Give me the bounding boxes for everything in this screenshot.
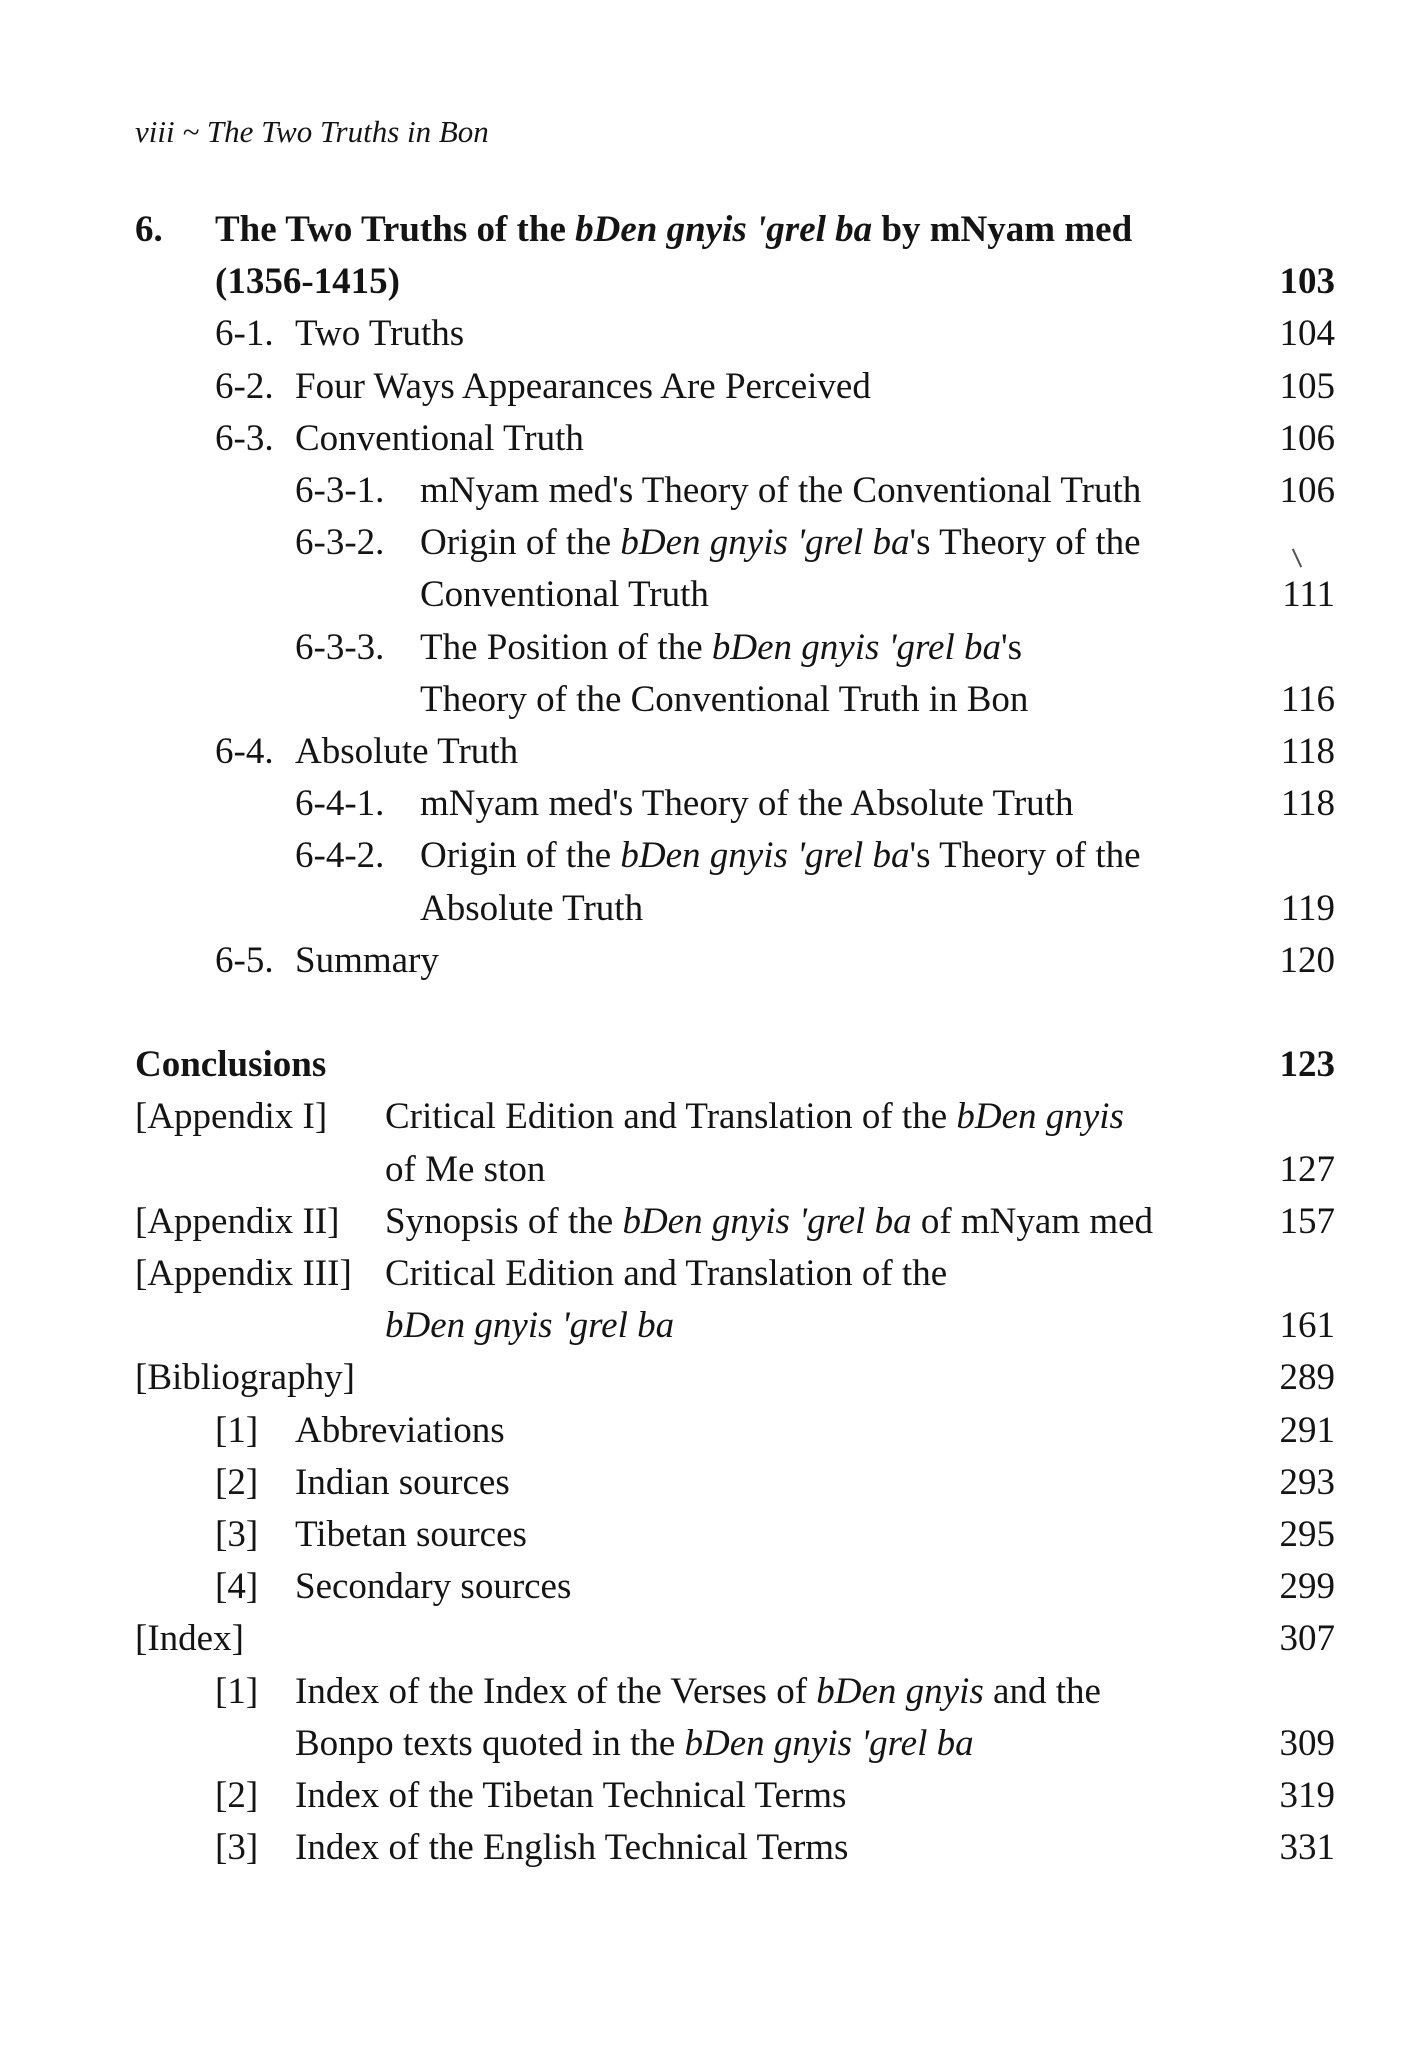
toc-title-text: Origin of the (420, 835, 621, 877)
toc-entry-title (385, 1091, 1124, 1143)
toc-page-number: 293 (1279, 1461, 1335, 1503)
toc-title-text: Critical Edition and Translation of the (385, 1253, 948, 1294)
toc-entry-title (385, 1248, 947, 1300)
toc-entry-title (420, 465, 1141, 517)
toc-entry-title (135, 1039, 326, 1091)
toc-entry (0, 204, 1335, 256)
toc-entry (0, 1039, 1335, 1091)
toc-title-text: Abbreviations (295, 1409, 505, 1451)
toc-entry (0, 622, 1335, 674)
toc-page-number: 307 (1279, 1618, 1335, 1660)
toc-entry-number: 6-1. (215, 313, 274, 355)
toc-title-text: Absolute Truth (295, 731, 519, 772)
toc-page-number: 161 (1279, 1305, 1335, 1347)
toc-entry-number: 6-3-2. (295, 522, 385, 564)
toc-entry (0, 1091, 1335, 1143)
toc-title-text: Critical Edition and Translation of the (385, 1096, 957, 1138)
toc-entry-number: [2] (215, 1775, 259, 1816)
toc-title-text: Index of the Tibetan Technical Terms (295, 1775, 847, 1816)
toc-entry-title (420, 517, 1141, 569)
toc-title-italic: bDen gnyis 'grel ba (684, 1722, 974, 1764)
toc-title-text: and the (983, 1670, 1101, 1712)
toc-title-text: Bonpo texts quoted in the (295, 1722, 685, 1764)
toc-page-number: 157 (1279, 1200, 1335, 1242)
toc-entry-title (295, 726, 518, 778)
toc-entry-number: 6-3. (215, 417, 274, 459)
toc-entry-number: [2] (215, 1461, 259, 1503)
toc-entry-number: [Appendix II] (135, 1200, 340, 1242)
toc-entry-title (295, 1509, 527, 1561)
toc-page-number: 106 (1279, 470, 1335, 511)
toc-title-text: Tibetan sources (295, 1514, 527, 1555)
toc-entry (0, 1457, 1335, 1509)
toc-entry-title (295, 1457, 510, 1509)
running-head: viii ~ The Two Truths in Bon (135, 114, 489, 149)
toc-title-text: Index of the Index of the Verses of (295, 1670, 817, 1712)
toc-title-italic: bDen gnyis 'grel ba (711, 626, 1002, 668)
toc-entry-title (420, 674, 1028, 726)
toc-entry (0, 413, 1335, 465)
toc-page-number: 127 (1279, 1148, 1335, 1190)
toc-entry (0, 361, 1335, 413)
toc-title-text: 's (1001, 626, 1023, 668)
toc-entry-title (420, 778, 1073, 830)
toc-entry (0, 1770, 1335, 1822)
toc-title-text: Summary (295, 939, 439, 981)
toc-entry-number: [3] (215, 1827, 259, 1869)
toc-entry-title (420, 622, 1022, 674)
toc-title-text: by mNyam med (872, 209, 1133, 250)
toc-entry (0, 1352, 1335, 1404)
toc-page-number: 309 (1279, 1722, 1335, 1764)
toc-entry (0, 1196, 1335, 1248)
toc-page-number: 123 (1279, 1044, 1335, 1086)
toc-entry (0, 935, 1335, 987)
toc-title-text: of Me ston (385, 1148, 546, 1190)
toc-title-text: Index of the English Technical Terms (295, 1827, 849, 1869)
toc-entry-number: [4] (215, 1566, 259, 1608)
toc-entry-title (295, 1405, 505, 1457)
toc-title-italic: bDen gnyis 'grel ba (622, 1200, 912, 1242)
toc-entry-title (295, 361, 871, 413)
toc-entry (0, 1561, 1335, 1613)
toc-page-number: 118 (1280, 783, 1335, 825)
toc-page-number: 119 (1280, 887, 1335, 929)
toc-entry (0, 1822, 1335, 1874)
toc-title-italic: bDen gnyis 'grel ba (575, 209, 873, 250)
toc-title-text: mNyam med's Theory of the Conventional Truth (420, 470, 1142, 511)
toc-entry (0, 517, 1335, 569)
toc-title-text: Conventional Truth (420, 574, 709, 616)
toc-page-number: 111 (1282, 574, 1335, 616)
toc-title-text: (1356-1415) (215, 261, 400, 303)
toc-entry (0, 674, 1335, 726)
toc-title-italic: bDen gnyis (956, 1096, 1124, 1138)
toc-entry-title (295, 413, 584, 465)
toc-title-text: 's Theory of the (909, 835, 1141, 877)
toc-entry (0, 569, 1335, 621)
toc-entry (0, 778, 1335, 830)
toc-title-text: [Index] (135, 1618, 244, 1660)
toc-entry-title (385, 1144, 545, 1196)
toc-entry-title (420, 883, 643, 935)
toc-page-number: 299 (1279, 1566, 1335, 1608)
toc-entry-number: [3] (215, 1514, 259, 1555)
toc-title-text: of mNyam med (911, 1200, 1154, 1242)
toc-title-text: Synopsis of the (385, 1200, 623, 1242)
toc-title-text: mNyam med's Theory of the Absolute Truth (420, 783, 1074, 825)
toc-entry (0, 256, 1335, 308)
toc-title-text: Two Truths (295, 313, 465, 355)
toc-title-italic: bDen gnyis 'grel ba (385, 1305, 675, 1347)
toc-page-number: 331 (1279, 1827, 1335, 1869)
toc-title-text: [Bibliography] (135, 1357, 355, 1399)
toc-entry-title (295, 1822, 848, 1874)
toc-title-text: Conventional Truth (295, 417, 584, 459)
toc-entry-title (295, 1718, 974, 1770)
toc-entry-number: 6-4. (215, 731, 274, 772)
toc-page-number: 116 (1280, 678, 1335, 720)
toc-entry-number: [Appendix III] (135, 1253, 352, 1294)
toc-entry-title (135, 1613, 244, 1665)
toc-title-text: Secondary sources (295, 1566, 572, 1608)
toc-title-text: Conclusions (135, 1044, 327, 1086)
toc-page-number: 295 (1279, 1514, 1335, 1555)
toc-page-number: 104 (1279, 313, 1335, 355)
toc-entry (0, 1300, 1335, 1352)
toc-title-text: Theory of the Conventional Truth in Bon (420, 678, 1029, 720)
toc-entry-title (420, 569, 709, 621)
toc-entry-title (295, 1770, 846, 1822)
toc-title-text: The Two Truths of the (215, 209, 576, 250)
toc-entry-number: 6-3-3. (295, 626, 385, 668)
toc-title-text: Origin of the (420, 522, 621, 564)
toc-title-text: Absolute Truth (420, 887, 644, 929)
toc-page-number: 291 (1279, 1409, 1335, 1451)
toc-entry-number: [1] (215, 1409, 259, 1451)
toc-entry (0, 1509, 1335, 1561)
toc-entry-number: 6. (135, 209, 163, 250)
toc-entry-title (215, 256, 400, 308)
toc-entry-number: 6-2. (215, 365, 274, 407)
toc-page-number: 105 (1279, 365, 1335, 407)
toc-entry-number: 6-5. (215, 939, 274, 981)
toc-entry-title (385, 1196, 1153, 1248)
toc-entry (0, 1405, 1335, 1457)
toc-entry (0, 1248, 1335, 1300)
toc-entry (0, 465, 1335, 517)
toc-entry-number: 6-3-1. (295, 470, 385, 511)
toc-entry (0, 830, 1335, 882)
toc-title-italic: bDen gnyis (816, 1670, 984, 1712)
toc-entry-title (295, 1561, 571, 1613)
toc-title-text: Four Ways Appearances Are Perceived (295, 365, 871, 407)
toc-entry-title (420, 830, 1141, 882)
toc-title-italic: bDen gnyis 'grel ba (620, 835, 910, 877)
toc-title-italic: bDen gnyis 'grel ba (620, 522, 910, 564)
toc-title-text: Indian sources (295, 1461, 510, 1503)
toc-entry (0, 308, 1335, 360)
toc-entry (0, 883, 1335, 935)
toc-page-number: 120 (1279, 939, 1335, 981)
toc-entry-title (135, 1352, 355, 1404)
toc-entry (0, 1144, 1335, 1196)
toc-entry-title (295, 1666, 1101, 1718)
toc-page-number: 118 (1280, 731, 1335, 772)
toc-entry (0, 1718, 1335, 1770)
toc-entry (0, 1613, 1335, 1665)
toc-entry-number: [Appendix I] (135, 1096, 328, 1138)
toc-entry-number: [1] (215, 1670, 259, 1712)
toc-entry-title (385, 1300, 674, 1352)
toc-page-number: 103 (1279, 261, 1335, 303)
toc-entry-number: 6-4-1. (295, 783, 385, 825)
toc-page-number: 319 (1279, 1775, 1335, 1816)
toc-entry (0, 726, 1335, 778)
toc-title-text: The Position of the (420, 626, 712, 668)
toc-entry-title (215, 204, 1132, 256)
toc-page-number: 106 (1279, 417, 1335, 459)
toc-page-number: 289 (1279, 1357, 1335, 1399)
toc-entry-title (295, 935, 439, 987)
toc-title-text: 's Theory of the (909, 522, 1141, 564)
toc-entry-number: 6-4-2. (295, 835, 385, 877)
toc-entry (0, 1666, 1335, 1718)
toc-entry-title (295, 308, 464, 360)
